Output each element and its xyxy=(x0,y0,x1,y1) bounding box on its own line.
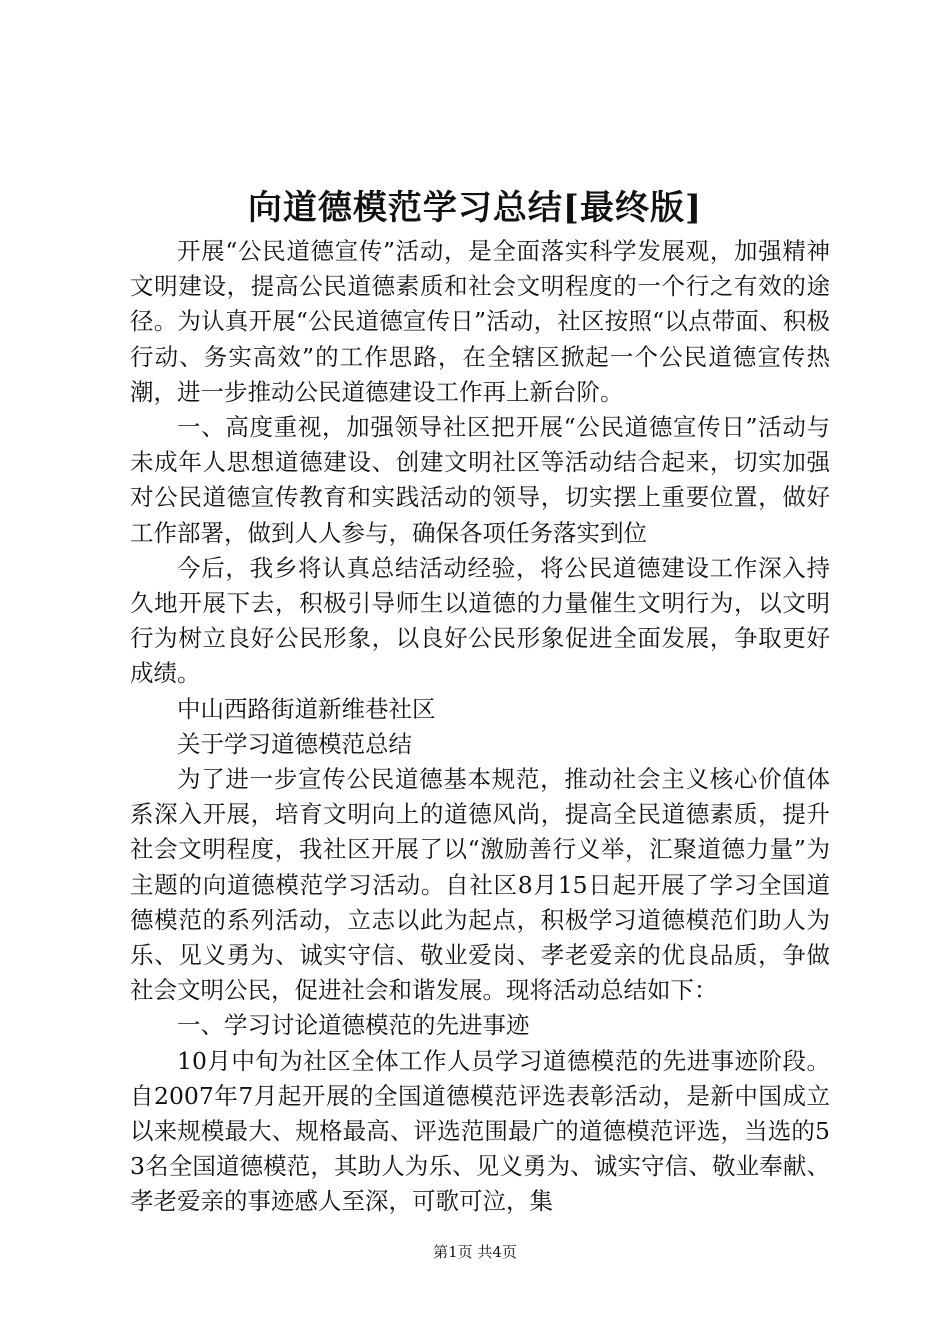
paragraph-subtitle: 关于学习道德模范总结 xyxy=(177,729,412,758)
paragraph-study-details: 10月中旬为社区全体工作人员学习道德模范的先进事迹阶段。自2007年7月起开展的全国道德模范评选表彰活动，是新中国成立以来规模最大、规格最高、评选范围最广的道德模范评选，当选的53名全国道德模范，其助人为乐、见义勇为、诚实守信、敬业奉献、孝老爱亲的事迹感人至深，可歌可泣，集 xyxy=(130,1046,830,1216)
document-title: 向道德模范学习总结[最终版] xyxy=(247,188,703,228)
paragraph-intro: 开展“公民道德宣传”活动，是全面落实科学发展观，加强精神文明建设，提高公民道德素质和社会文明程度的一个行之有效的途径。为认真开展“公民道德宣传日”活动，社区按照“以点带面、积极行动、务实高效”的工作思路，在全辖区掀起一个公民道德宣传热潮，进一步推动公民道德建设工作再上新台阶。 xyxy=(130,237,830,406)
document-body xyxy=(130,234,830,1220)
paragraph-conclusion: 今后，我乡将认真总结活动经验，将公民道德建设工作深入持久地开展下去，积极引导师生以道德的力量催生文明行为，以文明行为树立良好公民形象，以良好公民形象促进全面发展，争取更好成绩。 xyxy=(130,553,830,688)
paragraph-heading-1: 一、学习讨论道德模范的先进事迹 xyxy=(177,1011,530,1040)
page-footer: 第1页 共4页 xyxy=(433,1243,517,1261)
paragraph-study-intro: 为了进一步宣传公民道德基本规范，推动社会主义核心价值体系深入开展，培育文明向上的道德风尚，提高全民道德素质，提升社会文明程度，我社区开展了以“激励善行义举，汇聚道德力量”为主题的向道德模范学习活动。自社区8月15日起开展了学习全国道德模范的系列活动，立志以此为起点，积极学习道德模范们助人为乐、见义勇为、诚实守信、敬业爱岗、孝老爱亲的优良品质，争做社会文明公民，促进社会和谐发展。现将活动总结如下： xyxy=(130,765,830,1005)
paragraph-section-1: 一、高度重视，加强领导社区把开展“公民道德宣传日”活动与未成年人思想道德建设、创建文明社区等活动结合起来，切实加强对公民道德宣传教育和实践活动的领导，切实摆上重要位置，做好工作部署，做到人人参与，确保各项任务落实到位 xyxy=(130,413,830,547)
paragraph-signature: 中山西路街道新维巷社区 xyxy=(177,694,436,723)
